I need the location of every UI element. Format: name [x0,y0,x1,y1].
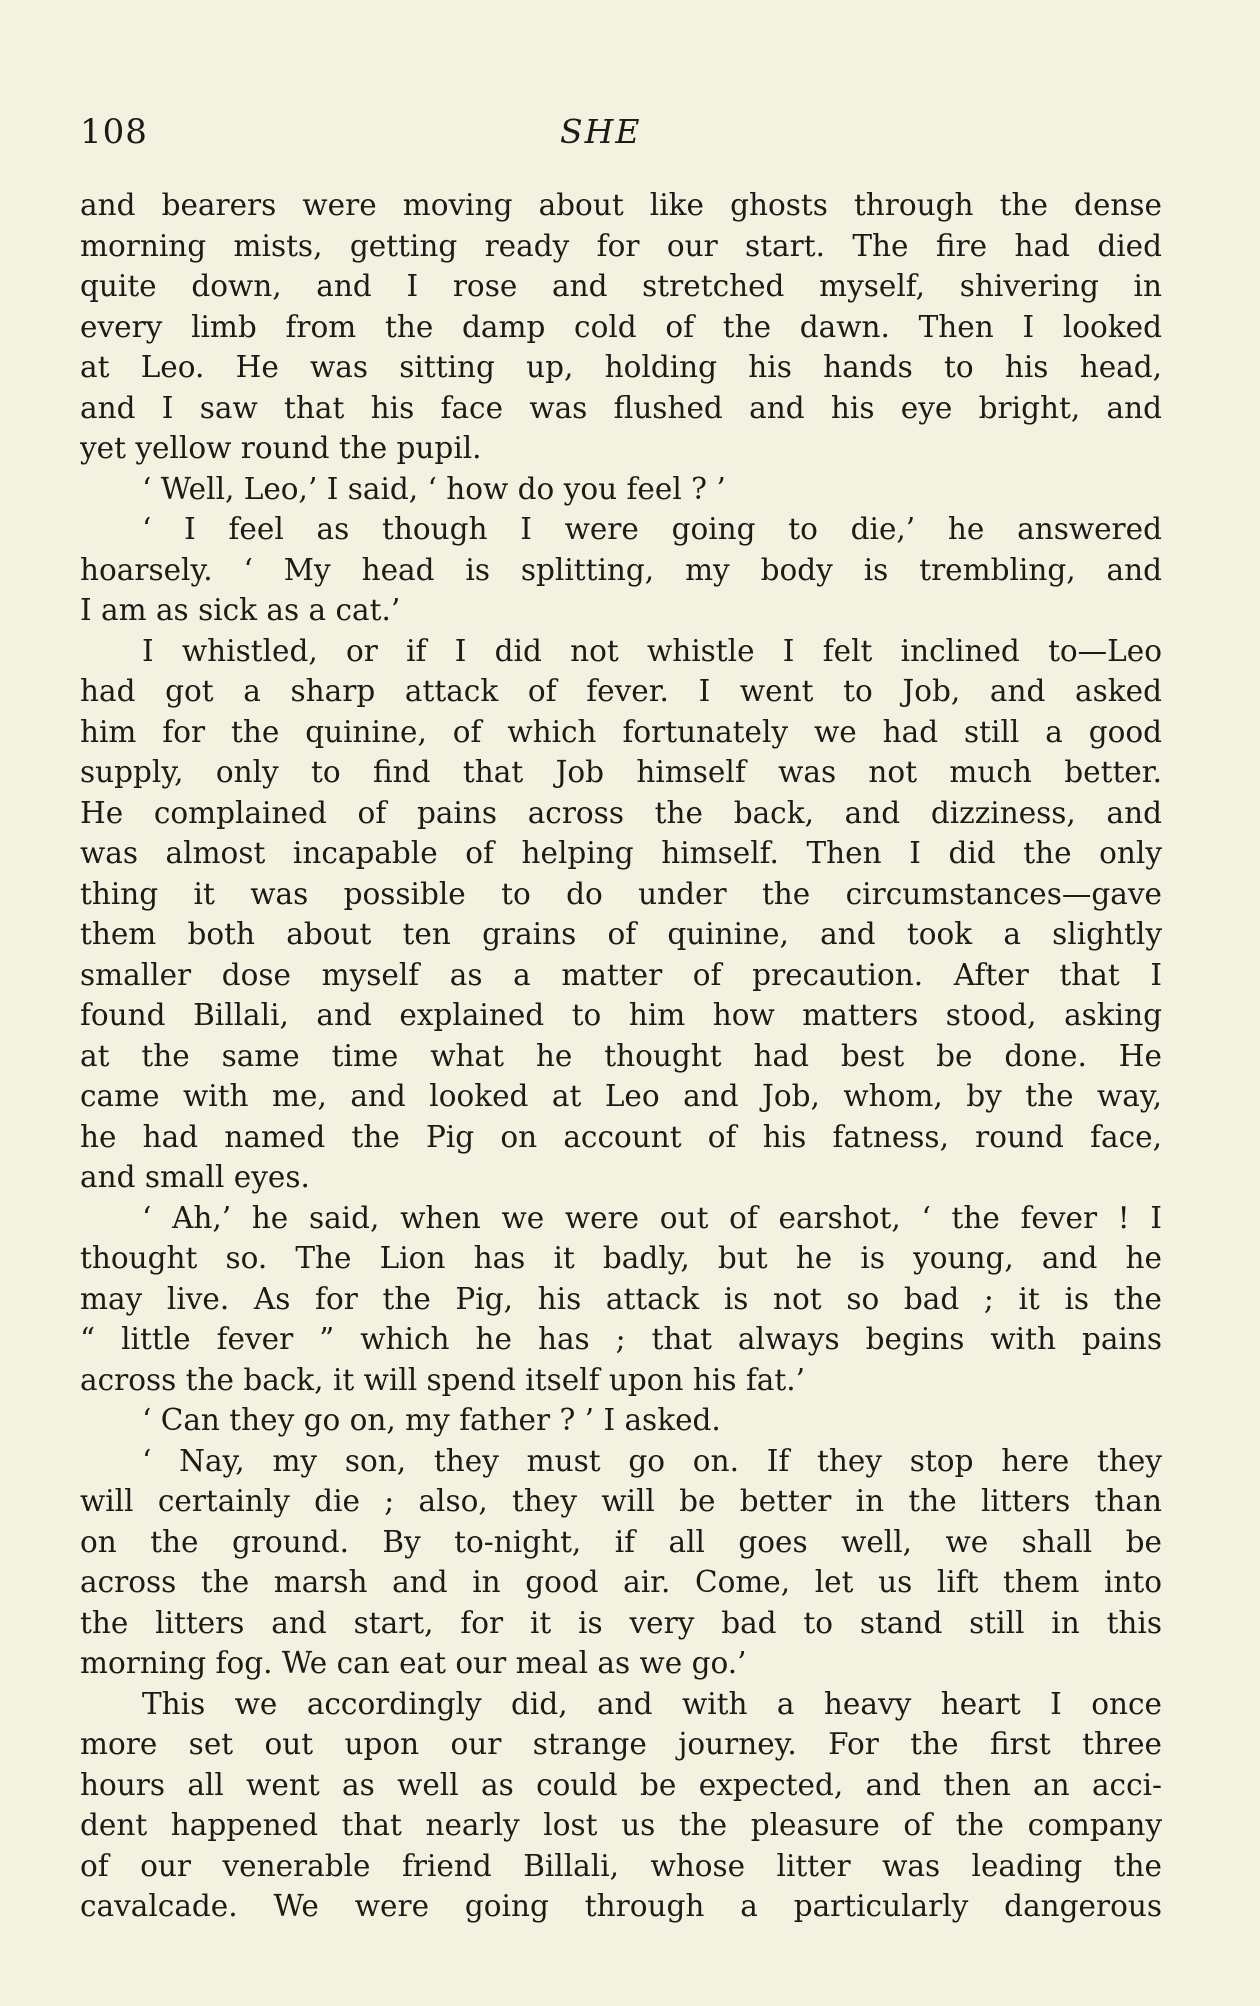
text-line: He complained of pains across the back, and dizziness, and [80,795,1162,830]
text-line: I am as sick as a cat.’ [80,593,401,627]
text-line: was almost incapable of helping himself. Then I did the only [80,836,1162,870]
text-line: at Leo. He was sitting up, holding his hands to his head, [80,350,1162,384]
text-line: and bearers were moving about like ghosts through the dense [80,188,1162,222]
text-line: found Billali, and explained to him how matters stood, asking [80,998,1162,1032]
text-line: at the same time what he thought had best be done. He [80,1038,1162,1073]
text-line: them both about ten grains of quinine, and took a slightly [80,917,1162,951]
text-line: ‘ Ah,’ he said, when we were out of earshot, ‘ the fever ! I [142,1200,1162,1235]
text-line: across the back, it will spend itself upon his fat.’ [80,1362,805,1397]
text-line: he had named the Pig on account of his fatness, round face, [80,1119,1162,1154]
text-line: morning fog. We can eat our meal as we go.’ [80,1646,747,1680]
text-line: of our venerable friend Billali, whose litter was leading the [80,1848,1162,1883]
text-line: dent happened that nearly lost us the pleasure of the company [80,1808,1162,1842]
text-line: hours all went as well as could be expected, and then an acci- [80,1767,1162,1802]
text-line: and small eyes. [80,1160,310,1194]
text-line: will certainly die ; also, they will be better in the litters than [80,1484,1162,1518]
text-line: him for the quinine, of which fortunately we had still a good [80,714,1162,749]
text-line: across the marsh and in good air. Come, let us lift them into [80,1565,1162,1599]
page-number: 108 [80,112,148,152]
text-line: more set out upon our strange journey. For the first three [80,1727,1162,1761]
text-line: ‘ Can they go on, my father ? ’ I asked. [142,1403,721,1437]
text-line: supply, only to find that Job himself was not much better. [80,755,1162,789]
text-line: cavalcade. We were going through a particularly dangerous [80,1889,1162,1923]
text-line: thought so. The Lion has it badly, but he is young, and he [80,1241,1162,1275]
text-line: had got a sharp attack of fever. I went to Job, and asked [80,674,1162,708]
text-line: every limb from the damp cold of the dawn. Then I looked [80,309,1162,344]
text-line: smaller dose myself as a matter of precaution. After that I [80,957,1162,992]
body-text [80,185,1162,1927]
text-line: ‘ Nay, my son, they must go on. If they stop here they [142,1443,1162,1478]
text-line: hoarsely. ‘ My head is splitting, my body is trembling, and [80,552,1162,587]
text-line: quite down, and I rose and stretched myself, shivering in [80,269,1162,303]
text-line: on the ground. By to-night, if all goes well, we shall be [80,1524,1162,1559]
text-line: came with me, and looked at Leo and Job, whom, by the way, [80,1079,1162,1113]
text-line: and I saw that his face was flushed and his eye bright, and [80,390,1162,425]
text-line: I whistled, or if I did not whistle I felt inclined to—Leo [142,633,1162,668]
text-line: thing it was possible to do under the circumstances—gave [80,876,1162,911]
text-line: morning mists, getting ready for our start. The fire had died [80,228,1162,263]
text-line: “ little fever ” which he has ; that always begins with pains [80,1322,1162,1356]
running-title: SHE [560,112,642,151]
text-line: the litters and start, for it is very bad to stand still in this [80,1605,1162,1640]
text-line: ‘ Well, Leo,’ I said, ‘ how do you feel ? ’ [142,471,726,506]
text-line: This we accordingly did, and with a heavy heart I once [142,1686,1162,1721]
text-line: yet yellow round the pupil. [80,431,482,465]
text-line: may live. As for the Pig, his attack is not so bad ; it is the [80,1281,1162,1316]
text-line: ‘ I feel as though I were going to die,’ he answered [142,512,1162,546]
